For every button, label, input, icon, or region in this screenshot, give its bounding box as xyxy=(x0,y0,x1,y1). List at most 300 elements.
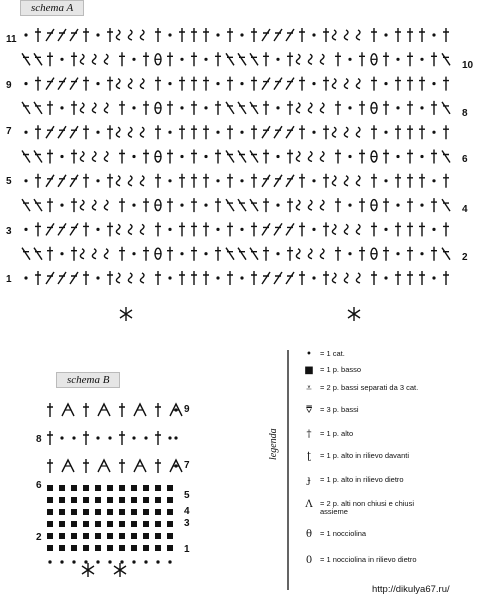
chain-dot xyxy=(168,82,171,85)
chain-dot xyxy=(420,155,423,158)
chain-dot xyxy=(312,82,315,85)
front-post-mark xyxy=(128,224,132,234)
row-number: 11 xyxy=(6,34,17,45)
dc-mark xyxy=(119,52,125,66)
sc-square xyxy=(83,509,89,515)
dc-mark xyxy=(35,271,41,285)
dc-mark xyxy=(443,125,449,139)
legend-label: = 1 nocciolina in rilievo dietro xyxy=(320,555,417,564)
front-post-mark xyxy=(80,152,84,162)
post-dc-mark xyxy=(286,175,294,187)
post-dc-mark xyxy=(22,53,30,65)
chain-dot xyxy=(396,106,399,109)
dc-mark xyxy=(83,403,89,417)
dc-mark xyxy=(335,150,341,164)
chain-dot xyxy=(180,155,183,158)
dc-mark xyxy=(407,222,413,236)
chain-dot xyxy=(384,82,387,85)
chain-dot xyxy=(84,560,87,563)
dc-mark xyxy=(371,174,377,188)
sc-square xyxy=(47,485,53,491)
post-dc-mark xyxy=(286,126,294,138)
chain-dot xyxy=(168,131,171,134)
legend-label: = 1 nocciolina xyxy=(320,529,367,538)
front-post-mark xyxy=(140,30,144,40)
chain-dot xyxy=(96,82,99,85)
sc-square xyxy=(71,497,77,503)
start-star-mark xyxy=(120,307,132,321)
post-dc-mark xyxy=(58,78,66,90)
front-post-mark xyxy=(92,103,96,113)
dc-mark xyxy=(35,77,41,91)
post-dc-mark xyxy=(22,248,30,260)
sc-square xyxy=(59,533,65,539)
dc-mark xyxy=(383,150,389,164)
legend-item xyxy=(302,406,359,415)
chain-dot xyxy=(168,179,171,182)
dc-mark xyxy=(179,125,185,139)
dc-mark xyxy=(119,403,125,417)
front-post-mark xyxy=(128,273,132,283)
front-post-mark xyxy=(320,103,324,113)
dc-mark xyxy=(431,150,437,164)
dc-mark xyxy=(395,28,401,42)
chain-dot xyxy=(276,252,279,255)
chain-dot xyxy=(384,228,387,231)
dc-mark xyxy=(215,101,221,115)
dc-mark xyxy=(431,101,437,115)
dc-mark xyxy=(323,28,329,42)
dc-mark xyxy=(83,271,89,285)
row-number: 6 xyxy=(462,154,468,165)
front-post-mark xyxy=(80,200,84,210)
front-post-mark xyxy=(332,176,336,186)
dc-mark xyxy=(263,150,269,164)
legend-item xyxy=(302,366,361,375)
chain-dot xyxy=(348,155,351,158)
front-post-mark xyxy=(104,54,108,64)
dc-mark xyxy=(251,28,257,42)
sc-square xyxy=(119,533,125,539)
chain-dot xyxy=(204,58,207,61)
dc-mark xyxy=(443,174,449,188)
sc-square xyxy=(167,509,173,515)
row-number: 3 xyxy=(6,226,12,237)
chain-dot xyxy=(24,228,27,231)
chain-dot xyxy=(312,33,315,36)
front-post-mark xyxy=(116,224,120,234)
chain-dot xyxy=(144,560,147,563)
chain-dot xyxy=(312,131,315,134)
dc-mark xyxy=(143,101,149,115)
dc-mark xyxy=(167,247,173,261)
sc-square xyxy=(167,545,173,551)
sc-square xyxy=(107,521,113,527)
dc-mark xyxy=(395,222,401,236)
chain-dot xyxy=(132,58,135,61)
dc-mark xyxy=(287,150,293,164)
dc-mark xyxy=(155,28,161,42)
front-post-mark xyxy=(320,152,324,162)
post-dc-mark xyxy=(70,223,78,235)
dc-mark xyxy=(335,247,341,261)
dc-mark xyxy=(227,271,233,285)
dc-mark xyxy=(443,222,449,236)
post-dc-mark xyxy=(226,248,234,260)
post-dc-mark xyxy=(58,126,66,138)
dc-mark xyxy=(251,222,257,236)
row-number: 9 xyxy=(6,80,12,91)
chain-dot xyxy=(24,82,27,85)
dc-mark xyxy=(299,125,305,139)
front-post-mark xyxy=(308,103,312,113)
sc-square xyxy=(167,533,173,539)
sc-square xyxy=(83,497,89,503)
post-dc-mark xyxy=(250,151,258,163)
sc-square xyxy=(119,497,125,503)
front-post-dc-icon: ʈ xyxy=(306,451,312,462)
legend-label: = 1 p. alto in rilievo davanti xyxy=(320,451,410,460)
start-star-mark xyxy=(114,563,126,577)
front-post-mark xyxy=(140,224,144,234)
front-post-mark xyxy=(116,127,120,137)
post-dc-mark xyxy=(46,223,54,235)
chain-dot xyxy=(384,276,387,279)
chain-dot xyxy=(72,560,75,563)
row-number: 4 xyxy=(462,204,468,215)
front-post-mark xyxy=(92,200,96,210)
chain-dot xyxy=(96,228,99,231)
dc-mark xyxy=(191,222,197,236)
row-number: 9 xyxy=(184,404,190,415)
dc-mark xyxy=(407,247,413,261)
dc-mark xyxy=(203,222,209,236)
post-dc-mark xyxy=(250,199,258,211)
sc-square xyxy=(95,485,101,491)
sc-square xyxy=(119,485,125,491)
legend-label: = 2 p. bassi separati da 3 cat. xyxy=(320,383,419,392)
dc-mark xyxy=(143,52,149,66)
dc-mark xyxy=(47,52,53,66)
sc-square xyxy=(71,521,77,527)
front-post-mark xyxy=(356,30,360,40)
chain-dot xyxy=(216,276,219,279)
dc-mark xyxy=(227,222,233,236)
chain-dot xyxy=(48,560,51,563)
sc-square xyxy=(47,545,53,551)
chain-dot xyxy=(156,560,159,563)
chain-dot xyxy=(168,436,171,439)
dc-mark xyxy=(383,101,389,115)
dc-mark xyxy=(155,431,161,445)
chain-dot xyxy=(24,179,27,182)
two-sc-chain-icon: ⩡ xyxy=(306,383,312,394)
front-post-mark xyxy=(332,273,336,283)
post-dc-mark xyxy=(70,175,78,187)
sc-square xyxy=(59,545,65,551)
dc-mark xyxy=(167,101,173,115)
front-post-mark xyxy=(104,103,108,113)
post-dc-mark xyxy=(250,248,258,260)
post-dc-mark xyxy=(34,248,42,260)
sc-square xyxy=(71,545,77,551)
dc-mark xyxy=(191,174,197,188)
front-post-mark xyxy=(296,103,300,113)
sc-square xyxy=(131,485,137,491)
dc-mark xyxy=(407,101,413,115)
legend-item xyxy=(302,350,345,359)
dc-mark xyxy=(383,198,389,212)
legend-label: = 1 cat. xyxy=(320,349,345,358)
legend-label: = 1 p. alto in rilievo dietro xyxy=(320,475,404,484)
back-post-dc-icon: ɟ xyxy=(307,475,311,486)
front-post-mark xyxy=(104,152,108,162)
chain-dot xyxy=(174,408,177,411)
chain-dot xyxy=(96,560,99,563)
chain-dot xyxy=(180,252,183,255)
post-dc-mark xyxy=(286,78,294,90)
front-post-mark xyxy=(320,200,324,210)
dc-mark xyxy=(119,459,125,473)
chain-dot xyxy=(180,106,183,109)
chain-dot xyxy=(312,276,315,279)
dc-mark xyxy=(371,125,377,139)
post-dc-mark xyxy=(226,102,234,114)
post-dc-mark xyxy=(46,78,54,90)
row-number: 5 xyxy=(6,176,12,187)
row-number: 1 xyxy=(184,544,190,555)
dc-mark xyxy=(287,101,293,115)
sc-square xyxy=(167,497,173,503)
front-post-mark xyxy=(80,103,84,113)
post-dc-mark xyxy=(250,102,258,114)
sc-square xyxy=(71,485,77,491)
post-dc-mark xyxy=(46,272,54,284)
schema-b-title: schema B xyxy=(56,372,120,388)
chain-dot xyxy=(24,276,27,279)
front-post-mark xyxy=(356,79,360,89)
chain-dot xyxy=(384,179,387,182)
dc-mark xyxy=(359,52,365,66)
sc-square xyxy=(47,521,53,527)
chain-dot xyxy=(168,228,171,231)
dc-mark xyxy=(71,198,77,212)
dc-mark xyxy=(155,403,161,417)
chain-dot xyxy=(240,276,243,279)
dc-mark xyxy=(191,150,197,164)
chain-dot xyxy=(24,131,27,134)
dc-mark xyxy=(71,247,77,261)
dc-mark xyxy=(263,101,269,115)
dc-mark xyxy=(107,28,113,42)
chain-dot xyxy=(168,276,171,279)
chain-dot xyxy=(132,436,135,439)
sc-square xyxy=(119,509,125,515)
post-dc-mark xyxy=(22,199,30,211)
dc-mark xyxy=(251,174,257,188)
sc-square xyxy=(59,485,65,491)
sc-square xyxy=(59,509,65,515)
row-number: 6 xyxy=(36,480,42,491)
chain-dot xyxy=(204,106,207,109)
chain-dot xyxy=(24,33,27,36)
dc-mark xyxy=(35,222,41,236)
legend-item xyxy=(302,384,418,393)
row-number: 7 xyxy=(184,460,190,471)
front-post-mark xyxy=(344,224,348,234)
post-dc-mark xyxy=(262,272,270,284)
dc-mark xyxy=(407,125,413,139)
post-dc-mark xyxy=(442,248,450,260)
front-post-mark xyxy=(140,176,144,186)
dc-mark xyxy=(299,174,305,188)
front-post-mark xyxy=(80,54,84,64)
dc-mark xyxy=(143,247,149,261)
dc-mark xyxy=(323,174,329,188)
sc-square xyxy=(167,521,173,527)
legend-item xyxy=(302,476,404,485)
legend-item xyxy=(302,500,430,516)
dc-mark xyxy=(287,52,293,66)
dc-mark xyxy=(251,125,257,139)
dc-mark xyxy=(251,77,257,91)
dc-mark xyxy=(107,125,113,139)
sc-square xyxy=(143,509,149,515)
front-post-mark xyxy=(308,152,312,162)
legend-label: = 1 p. basso xyxy=(320,365,362,374)
sc-square xyxy=(71,509,77,515)
dc-mark xyxy=(47,403,53,417)
dc-mark xyxy=(227,125,233,139)
dc-mark xyxy=(215,247,221,261)
chain-dot xyxy=(240,82,243,85)
post-dc-mark xyxy=(262,29,270,41)
dc-mark xyxy=(119,247,125,261)
three-sc-icon: ⩢ xyxy=(305,405,313,416)
sc-square xyxy=(95,497,101,503)
dc-mark xyxy=(179,222,185,236)
chain-dot xyxy=(72,436,75,439)
sc-square xyxy=(59,497,65,503)
chain-dot xyxy=(420,106,423,109)
legend-label: = 3 p. bassi xyxy=(320,405,359,414)
dc-mark xyxy=(407,174,413,188)
post-dc-mark xyxy=(226,199,234,211)
front-post-mark xyxy=(116,176,120,186)
front-post-mark xyxy=(320,249,324,259)
dc-mark xyxy=(227,174,233,188)
sc-square xyxy=(143,545,149,551)
chain-dot xyxy=(348,204,351,207)
chain-dot xyxy=(420,204,423,207)
front-post-mark xyxy=(92,54,96,64)
row-number: 2 xyxy=(462,252,468,263)
row-number: 8 xyxy=(462,108,468,119)
dc-mark xyxy=(155,459,161,473)
dc-mark xyxy=(287,198,293,212)
front-post-mark xyxy=(308,54,312,64)
post-dc-mark xyxy=(250,53,258,65)
sc-square xyxy=(47,533,53,539)
post-dc-mark xyxy=(262,175,270,187)
sc-square xyxy=(143,497,149,503)
dc-mark xyxy=(203,271,209,285)
dc-mark xyxy=(47,431,53,445)
dc-mark xyxy=(371,271,377,285)
dc-mark xyxy=(47,150,53,164)
dc-mark xyxy=(263,198,269,212)
chain-dot xyxy=(348,58,351,61)
post-dc-mark xyxy=(58,272,66,284)
dc-mark xyxy=(83,222,89,236)
schema-a-title: schema A xyxy=(20,0,84,16)
dc-mark xyxy=(299,222,305,236)
front-post-mark xyxy=(344,176,348,186)
sc-square xyxy=(155,533,161,539)
dc-mark xyxy=(431,198,437,212)
dc-mark xyxy=(335,198,341,212)
chain-dot xyxy=(204,155,207,158)
dc-mark xyxy=(35,174,41,188)
sc-square xyxy=(107,545,113,551)
chain-dot xyxy=(312,228,315,231)
sc-square xyxy=(95,521,101,527)
dc-mark xyxy=(335,52,341,66)
dc-mark xyxy=(107,271,113,285)
chain-dot xyxy=(96,276,99,279)
front-post-mark xyxy=(128,79,132,89)
chain-dot xyxy=(60,106,63,109)
dc-mark xyxy=(191,28,197,42)
sc-square xyxy=(155,509,161,515)
sc-square xyxy=(95,509,101,515)
dc-mark xyxy=(191,101,197,115)
dc2tog-icon: Λ xyxy=(305,499,313,510)
dc-mark xyxy=(419,125,425,139)
dc-mark xyxy=(419,28,425,42)
dc-mark xyxy=(227,28,233,42)
chain-dot xyxy=(96,33,99,36)
post-dc-mark xyxy=(238,53,246,65)
front-post-mark xyxy=(332,127,336,137)
sc-square xyxy=(119,545,125,551)
dc-mark xyxy=(83,28,89,42)
row-number: 10 xyxy=(462,60,474,71)
chain-dot xyxy=(96,131,99,134)
dc-mark xyxy=(323,77,329,91)
post-dc-mark xyxy=(70,126,78,138)
sc-square xyxy=(95,533,101,539)
chain-dot xyxy=(432,179,435,182)
post-dc-mark xyxy=(274,126,282,138)
dc-mark xyxy=(299,28,305,42)
chain-dot xyxy=(240,33,243,36)
dc-mark xyxy=(191,52,197,66)
chain-dot xyxy=(204,204,207,207)
dc-mark xyxy=(287,247,293,261)
dc-mark xyxy=(419,222,425,236)
dc-icon: † xyxy=(306,429,312,440)
row-number: 7 xyxy=(6,126,12,137)
front-post-mark xyxy=(116,273,120,283)
sc-square xyxy=(167,485,173,491)
chain-dot xyxy=(180,58,183,61)
chain-dot xyxy=(348,106,351,109)
dc-mark xyxy=(395,77,401,91)
dc-mark xyxy=(443,77,449,91)
dc-mark xyxy=(119,431,125,445)
sc-square xyxy=(131,521,137,527)
